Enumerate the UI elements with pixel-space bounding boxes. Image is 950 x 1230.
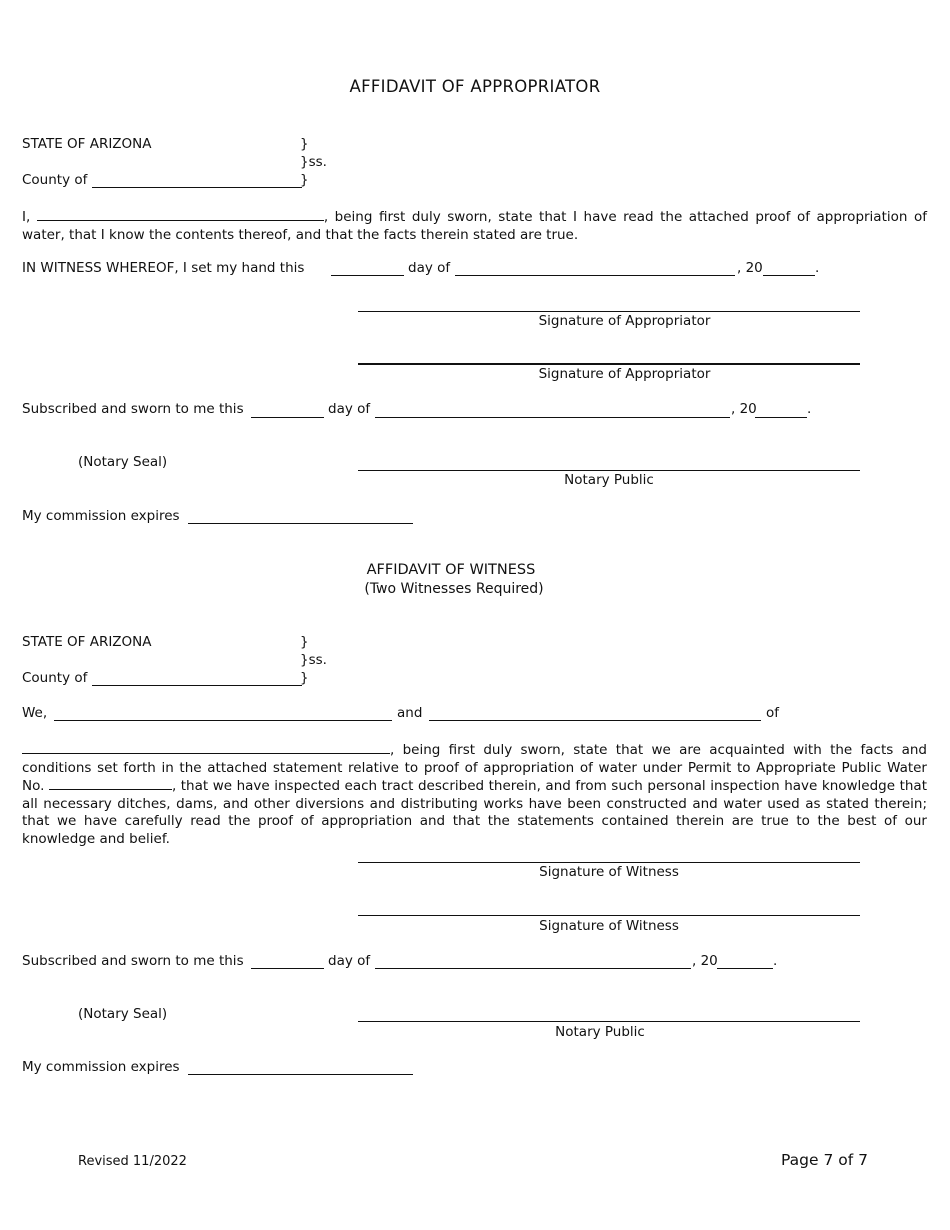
county-field[interactable]	[92, 187, 302, 188]
witness-notary-day-field[interactable]	[251, 968, 324, 969]
ss-brace: }ss.	[300, 652, 327, 668]
witness-title: AFFIDAVIT OF WITNESS	[366, 562, 536, 578]
statement-part-2: , that we have inspected each tract described therein, and from such personal inspection have knowledge that all necessary ditches, dams, and other diversions and distributing works have been constructed and water used as stated therein; that we have carefully read the proof of appropriation and that the statements contained therein are true to the best of our knowledge and belief.	[22, 778, 927, 847]
appropriator-signature-line-1[interactable]	[358, 311, 860, 312]
day-of-label: day of	[328, 953, 371, 969]
brace: }	[300, 172, 309, 188]
signature-caption: Signature of Witness	[539, 864, 679, 880]
and-label: and	[397, 705, 423, 721]
county-label: County of	[22, 670, 88, 686]
commission-label: My commission expires	[22, 1059, 180, 1075]
subscribed-label: Subscribed and sworn to me this	[22, 401, 244, 417]
period: .	[773, 953, 778, 969]
witness-1-name-field[interactable]	[54, 720, 392, 721]
notary-signature-line[interactable]	[358, 470, 860, 471]
witness-subtitle: (Two Witnesses Required)	[364, 581, 544, 597]
brace: }	[300, 634, 309, 650]
county-label: County of	[22, 172, 88, 188]
brace: }	[300, 136, 309, 152]
oath-text: , being first duly sworn, state that I have read the attached proof of appropriation of water, that I know the contents thereof, and that the facts therein stated are true.	[22, 209, 927, 243]
signature-caption: Signature of Appropriator	[538, 313, 711, 329]
witness-notary-signature-line[interactable]	[358, 1021, 860, 1022]
notary-public-caption: Notary Public	[564, 472, 654, 488]
appropriator-title: AFFIDAVIT OF APPROPRIATOR	[349, 77, 601, 96]
period: .	[815, 260, 820, 276]
notary-year-field[interactable]	[755, 417, 807, 418]
witness-signature-line-1[interactable]	[358, 862, 860, 863]
notary-seal-label: (Notary Seal)	[78, 454, 168, 470]
notary-day-field[interactable]	[251, 417, 324, 418]
witness-address-field[interactable]	[22, 741, 390, 754]
state-label: STATE OF ARIZONA	[22, 136, 152, 152]
witness-notary-month-field[interactable]	[375, 968, 691, 969]
year-field[interactable]	[763, 275, 815, 276]
commission-expires-field[interactable]	[188, 523, 413, 524]
witness-whereof-label: IN WITNESS WHEREOF, I set my hand this	[22, 260, 305, 276]
witness-statement-paragraph	[22, 741, 927, 849]
year-prefix: , 20	[692, 953, 718, 969]
of-label: of	[766, 705, 780, 721]
notary-seal-label: (Notary Seal)	[78, 1006, 168, 1022]
witness-commission-expires-field[interactable]	[188, 1074, 413, 1075]
year-prefix: , 20	[737, 260, 763, 276]
permit-number-field[interactable]	[49, 777, 172, 790]
year-prefix: , 20	[731, 401, 757, 417]
appropriator-name-field[interactable]	[37, 208, 324, 221]
state-label: STATE OF ARIZONA	[22, 634, 152, 650]
oath-prefix: I,	[22, 209, 31, 225]
statement-part-1: , being first duly sworn, state that we are acquainted with the facts and conditions set forth in the attached statement relative to proof of appropriation of water under Permit to Appropriate Public Water No.	[22, 742, 927, 795]
appropriator-signature-line-2[interactable]	[358, 363, 860, 365]
day-of-label: day of	[408, 260, 451, 276]
witness-notary-year-field[interactable]	[717, 968, 773, 969]
witness-2-name-field[interactable]	[429, 720, 761, 721]
commission-label: My commission expires	[22, 508, 180, 524]
notary-month-field[interactable]	[375, 417, 730, 418]
page-number: Page 7 of 7	[781, 1151, 868, 1169]
month-field[interactable]	[455, 275, 735, 276]
signature-caption: Signature of Appropriator	[538, 366, 711, 382]
oath-paragraph	[22, 208, 927, 244]
brace: }	[300, 670, 309, 686]
day-of-label: day of	[328, 401, 371, 417]
witness-county-field[interactable]	[92, 685, 302, 686]
signature-caption: Signature of Witness	[539, 918, 679, 934]
subscribed-label: Subscribed and sworn to me this	[22, 953, 244, 969]
notary-public-caption: Notary Public	[555, 1024, 645, 1040]
we-label: We,	[22, 705, 48, 721]
day-field[interactable]	[331, 275, 404, 276]
revised-date: Revised 11/2022	[78, 1154, 187, 1169]
period: .	[807, 401, 812, 417]
ss-brace: }ss.	[300, 154, 327, 170]
witness-signature-line-2[interactable]	[358, 915, 860, 916]
